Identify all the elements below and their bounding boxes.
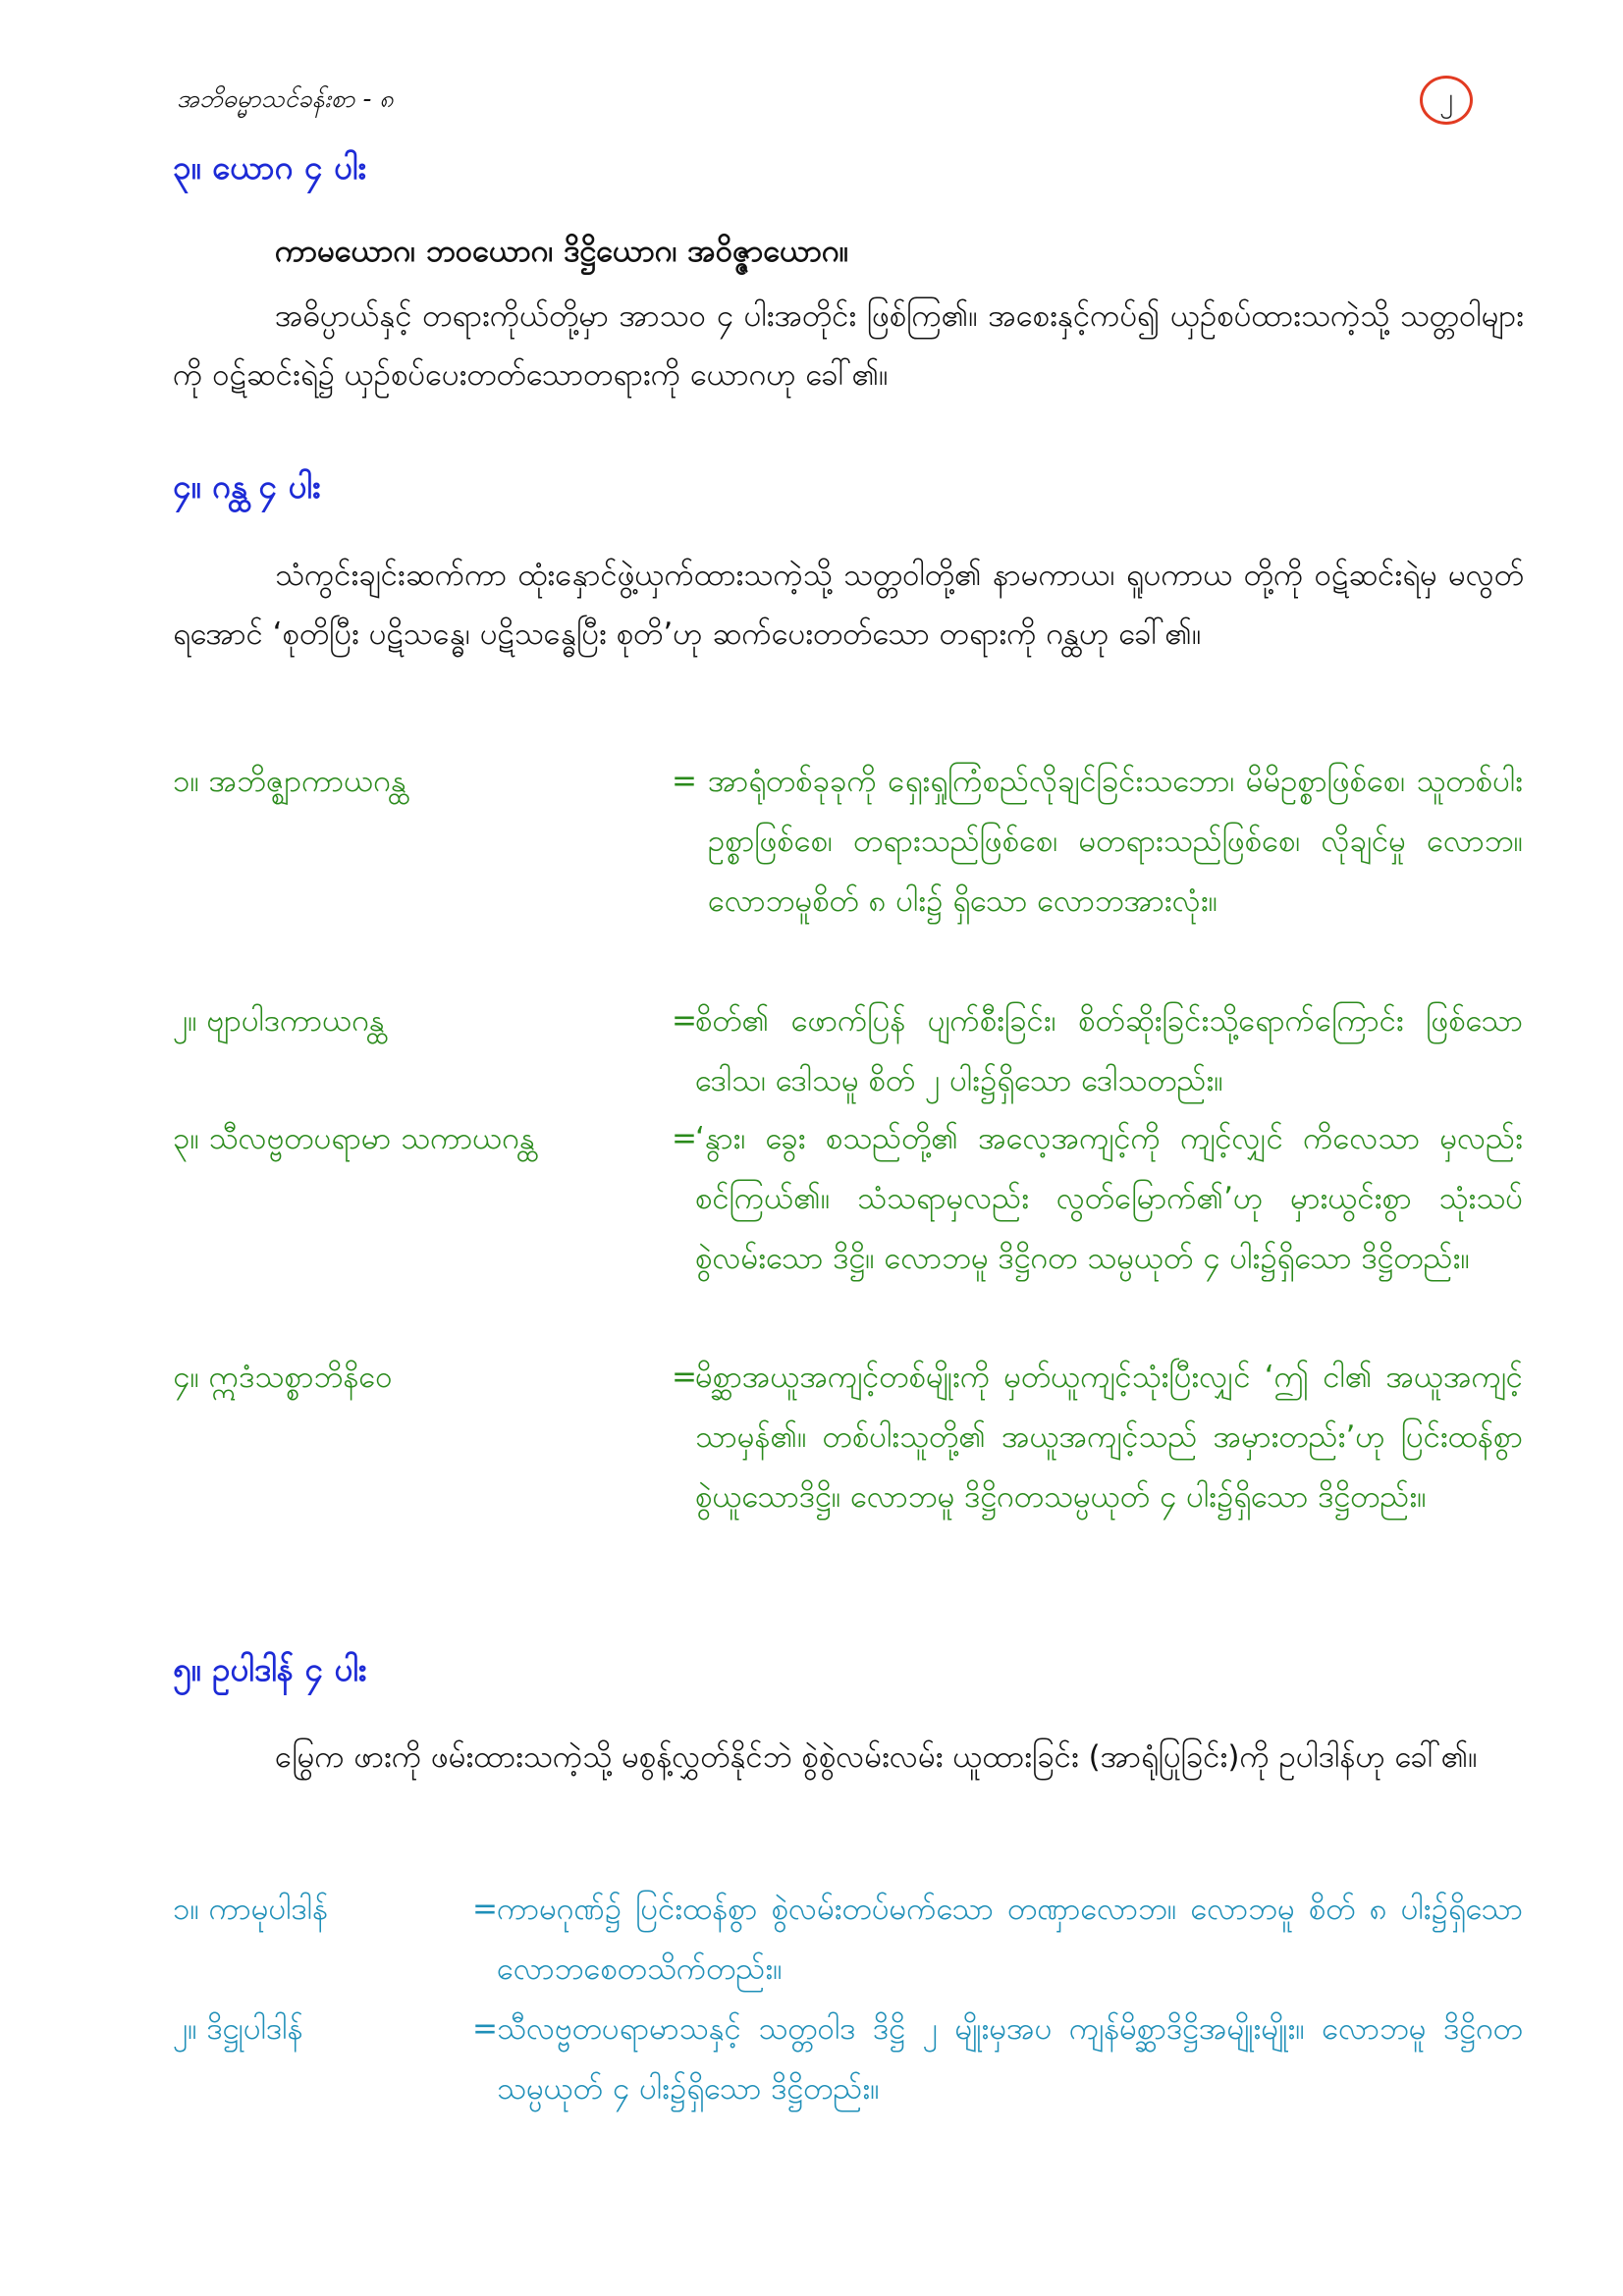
running-title: အဘိဓမ္မာသင်ခန်းစာ - ၈ bbox=[177, 84, 394, 113]
page-number-badge bbox=[1420, 76, 1473, 125]
gantha-item bbox=[173, 752, 1524, 997]
yoga-list: ကာမယောဂ၊ ဘဝယောဂ၊ ဒိဋ္ဌိယောဂ၊ အဝိဇ္ဇာယောဂ။ bbox=[275, 234, 849, 269]
equals-sign: = bbox=[672, 1360, 697, 1395]
equals-sign: = bbox=[472, 2011, 498, 2047]
gantha-item bbox=[173, 991, 1524, 1114]
upadana-paragraph bbox=[173, 1728, 1524, 1787]
gantha-definition: မိစ္ဆာအယူအကျင့်တစ်မျိုးကို မှတ်ယူကျင့်သုံးပြီးလျှင် ‘ဤ ငါ၏ အယူအကျင့်သာမှန်၏။ တစ်ပါးသူတို့၏ အယူအကျင့်သည် အမှားတည်း’ဟု ပြင်းထန်စွာ စွဲယူသောဒိဋ္ဌိ။ လောဘမူ ဒိဋ္ဌိဂတသမ္ပယုတ် ၄ ပါး၌ရှိသော ဒိဋ္ဌိတည်း။ bbox=[695, 1360, 1523, 1515]
yoga-paragraph bbox=[173, 287, 1524, 404]
yoga-body: အဓိပ္ပာယ်နှင့် တရားကိုယ်တို့မှာ အာသဝ ၄ ပါးအတိုင်း ဖြစ်ကြ၏။ အစေးနှင့်ကပ်၍ ယှဉ်စပ်ထားသကဲ့သို့ သတ္တဝါများကို ဝဋ်ဆင်းရဲ၌ ယှဉ်စပ်ပေးတတ်သောတရားကို ယောဂဟု ခေါ်၏။ bbox=[173, 298, 1524, 393]
upadana-term: ၂။ ဒိဋ္ဌုပါဒါန် bbox=[173, 2011, 303, 2047]
gantha-body: သံကွင်းချင်းဆက်ကာ ထုံးနှောင်ဖွဲ့ယှက်ထားသကဲ့သို့ သတ္တဝါတို့၏ နာမကာယ၊ ရူပကာယ တို့ကို ဝဋ်ဆင်းရဲမှ မလွတ်ရအောင် ‘စုတိပြီး ပဋိသန္ဓေ၊ ပဋိသန္ဓေပြီး စုတိ’ဟု ဆက်ပေးတတ်သော တရားကို ဂန္ထဟု ခေါ်၏။ bbox=[173, 558, 1524, 652]
upadana-body: မြွေက ဖားကို ဖမ်းထားသကဲ့သို့ မစွန့်လွှတ်နိုင်ဘဲ စွဲစွဲလမ်းလမ်း ယူထားခြင်း (အာရုံပြုခြင်း)ကို ဥပါဒါန်ဟု ခေါ်၏။ bbox=[275, 1739, 1478, 1775]
gantha-item bbox=[173, 1348, 1524, 1593]
gantha-definition: အာရုံတစ်ခုခုကို ရှေးရှုကြံစည်လိုချင်ခြင်းသဘော၊ မိမိဥစ္စာဖြစ်စေ၊ သူတစ်ပါးဥစ္စာဖြစ်စေ၊ တရားသည်ဖြစ်စေ၊ မတရားသည်ဖြစ်စေ၊ လိုချင်မှု လောဘ။ လောဘမူစိတ် ၈ ပါး၌ ရှိသော လောဘအားလုံး။ bbox=[708, 764, 1523, 919]
section-heading-upadana: ၅။ ဥပါဒါန် ၄ ပါး bbox=[173, 1650, 367, 1688]
gantha-term: ၃။ သီလဗ္ဗတပရာမာ သကာယဂန္ထ bbox=[173, 1121, 536, 1156]
equals-sign: = bbox=[672, 1121, 697, 1156]
upadana-term: ၁။ ကာမုပါဒါန် bbox=[173, 1892, 329, 1927]
equals-sign: = bbox=[672, 764, 697, 799]
gantha-item bbox=[173, 1109, 1524, 1355]
gantha-paragraph bbox=[173, 546, 1524, 664]
gantha-term: ၄။ ဣဒံသစ္စာဘိနိဝေ bbox=[173, 1360, 393, 1395]
gantha-definition: ‘နွား၊ ခွေး စသည်တို့၏ အလေ့အကျင့်ကို ကျင့်လျှင် ကိလေသာ မှလည်း စင်ကြယ်၏။ သံသရာမှလည်း လွတ်မြောက်၏’ဟု မှားယွင်းစွာ သုံးသပ်စွဲလမ်းသော ဒိဋ္ဌိ။ လောဘမူ ဒိဋ္ဌိဂတ သမ္ပယုတ် ၄ ပါး၌ရှိသော ဒိဋ္ဌိတည်း။ bbox=[695, 1121, 1523, 1276]
upadana-item bbox=[173, 1880, 1524, 2002]
section-heading-gantha: ၄။ ဂန္ထ ၄ ပါး bbox=[173, 467, 321, 506]
upadana-definition: ကာမဂုဏ်၌ ပြင်းထန်စွာ စွဲလမ်းတပ်မက်သော တဏှာလောဘ။ လောဘမူ စိတ် ၈ ပါး၌ရှိသော လောဘစေတသိက်တည်း။ bbox=[497, 1892, 1523, 1987]
page-number: ၂ bbox=[1439, 81, 1453, 114]
upadana-item bbox=[173, 2000, 1524, 2122]
upadana-definition: သီလဗ္ဗတပရာမာသနှင့် သတ္တဝါဒ ဒိဋ္ဌိ ၂ မျိုးမှအပ ကျန်မိစ္ဆာဒိဋ္ဌိအမျိုးမျိုး။ လောဘမူ ဒိဋ္ဌိဂတသမ္ပယုတ် ၄ ပါး၌ရှိသော ဒိဋ္ဌိတည်း။ bbox=[497, 2011, 1523, 2107]
gantha-definition: စိတ်၏ ဖောက်ပြန် ပျက်စီးခြင်း၊ စိတ်ဆိုးခြင်းသို့ရောက်ကြောင်း ဖြစ်သော ဒေါသ၊ ဒေါသမူ စိတ် ၂ ပါး၌ရှိသော ဒေါသတည်း။ bbox=[695, 1003, 1523, 1098]
gantha-term: ၂။ ဗျာပါဒကာယဂန္ထ bbox=[173, 1003, 385, 1039]
section-heading-yoga: ၃။ ယောဂ ၄ ပါး bbox=[173, 148, 366, 187]
gantha-term: ၁။ အဘိဇ္ဈာကာယဂန္ထ bbox=[173, 764, 406, 799]
equals-sign: = bbox=[472, 1892, 498, 1927]
equals-sign: = bbox=[672, 1003, 697, 1039]
